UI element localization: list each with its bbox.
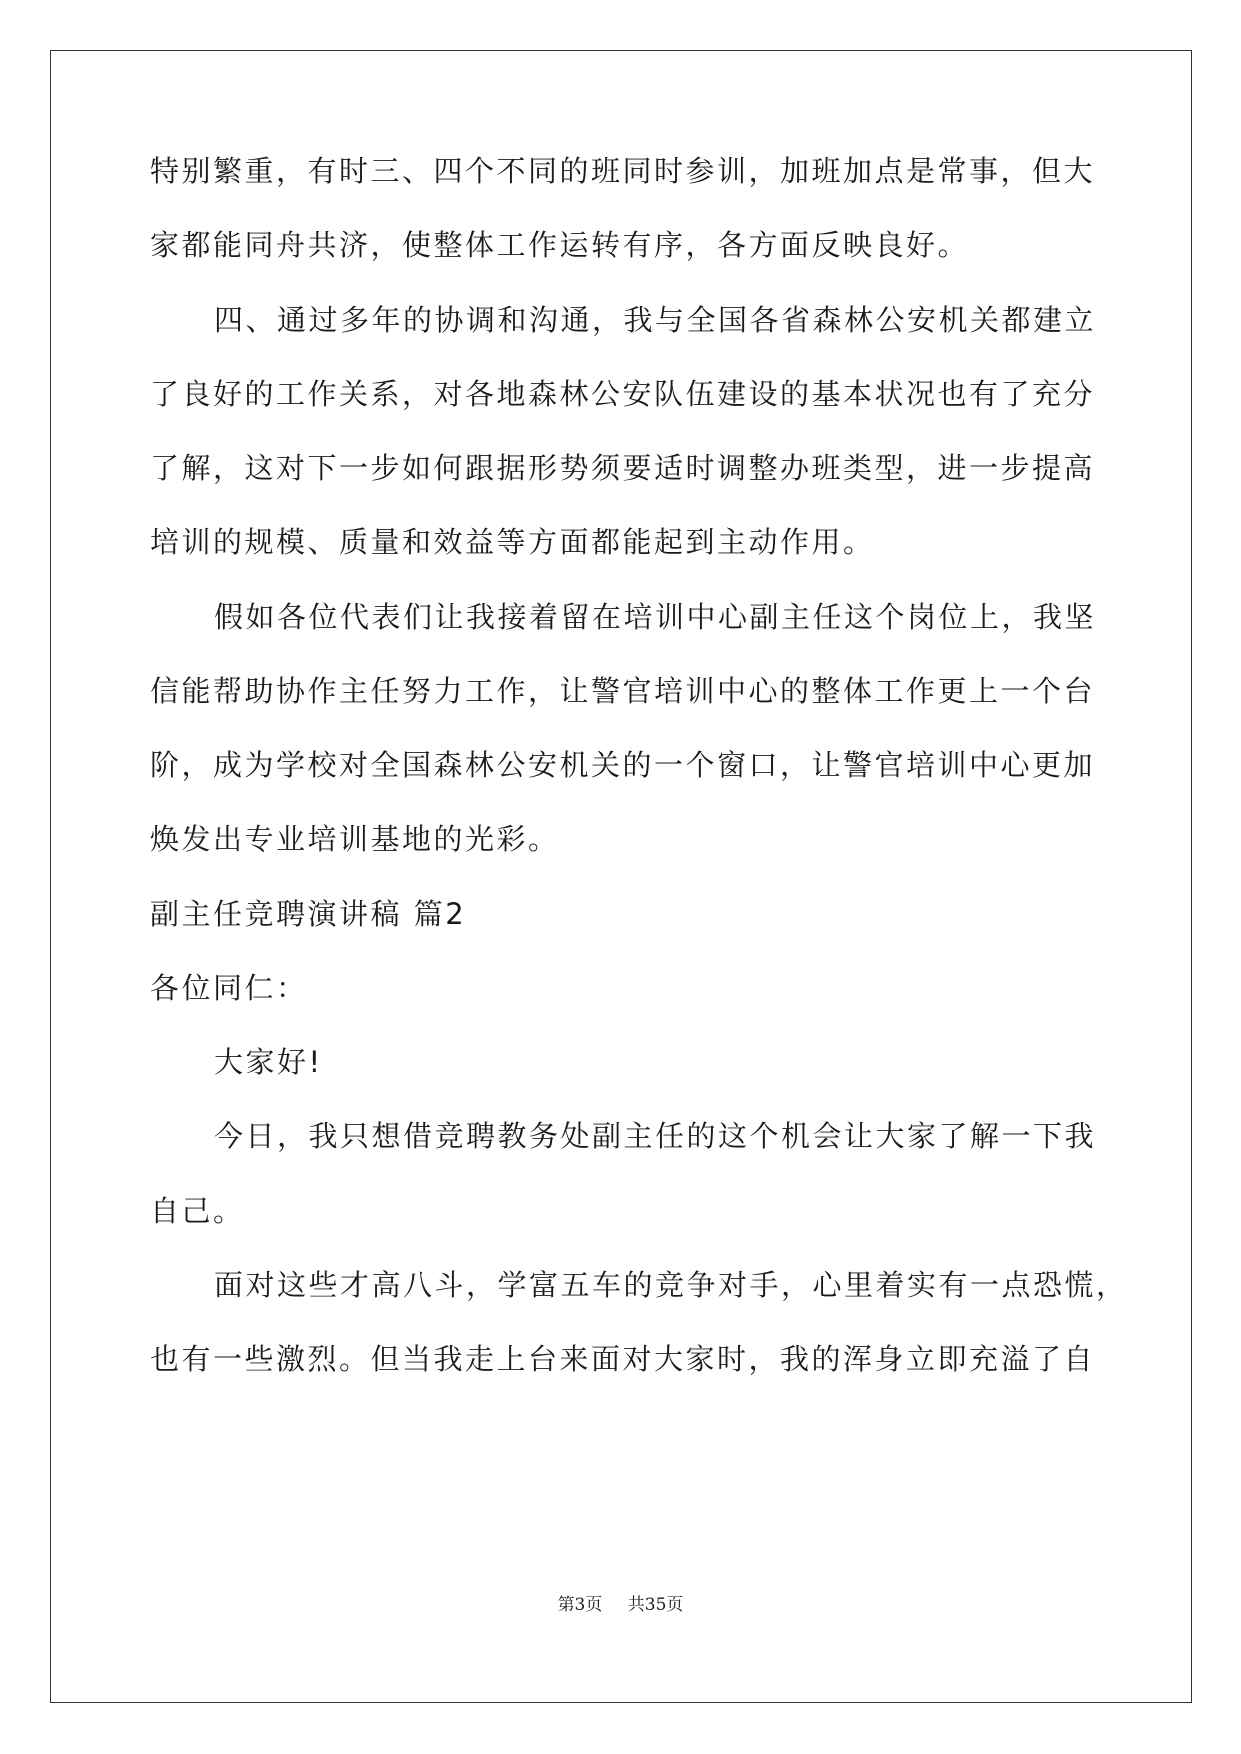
paragraph-start-line: 今日，我只想借竞聘教务处副主任的这个机会让大家了解一下我 (214, 1119, 1097, 1153)
paragraph-start-line: 假如各位代表们让我接着留在培训中心副主任这个岗位上，我坚 (214, 600, 1097, 634)
text-line: 焕发出专业培训基地的光彩。 (150, 822, 560, 856)
page-footer (0, 1597, 1241, 1614)
salutation: 各位同仁： (150, 971, 308, 1005)
text-line: 信能帮助协作主任努力工作，让警官培训中心的整体工作更上一个台 (150, 674, 1096, 708)
text-line: 也有一些激烈。但当我走上台来面对大家时，我的浑身立即充溢了自 (150, 1342, 1096, 1376)
page-border (50, 50, 1192, 1703)
section-heading: 副主任竞聘演讲稿 篇2 (150, 897, 467, 931)
text-line: 了解，这对下一步如何跟据形势须要适时调整办班类型，进一步提高 (150, 451, 1096, 485)
page-number: 第3页 (557, 1595, 603, 1615)
paragraph-start-line: 面对这些才高八斗，学富五车的竞争对手，心里着实有一点恐慌， (214, 1268, 1128, 1302)
text-line: 特别繁重，有时三、四个不同的班同时参训，加班加点是常事，但大 (150, 154, 1096, 188)
text-line: 家都能同舟共济，使整体工作运转有序，各方面反映良好。 (150, 228, 970, 262)
greeting: 大家好! (214, 1045, 323, 1079)
page-total: 共35页 (627, 1595, 684, 1615)
text-line: 自己。 (150, 1194, 245, 1228)
paragraph-start-line: 四、通过多年的协调和沟通，我与全国各省森林公安机关都建立 (214, 303, 1097, 337)
text-line: 了良好的工作关系，对各地森林公安队伍建设的基本状况也有了充分 (150, 377, 1096, 411)
text-line: 培训的规模、质量和效益等方面都能起到主动作用。 (150, 525, 875, 559)
text-line: 阶，成为学校对全国森林公安机关的一个窗口，让警官培训中心更加 (150, 748, 1096, 782)
